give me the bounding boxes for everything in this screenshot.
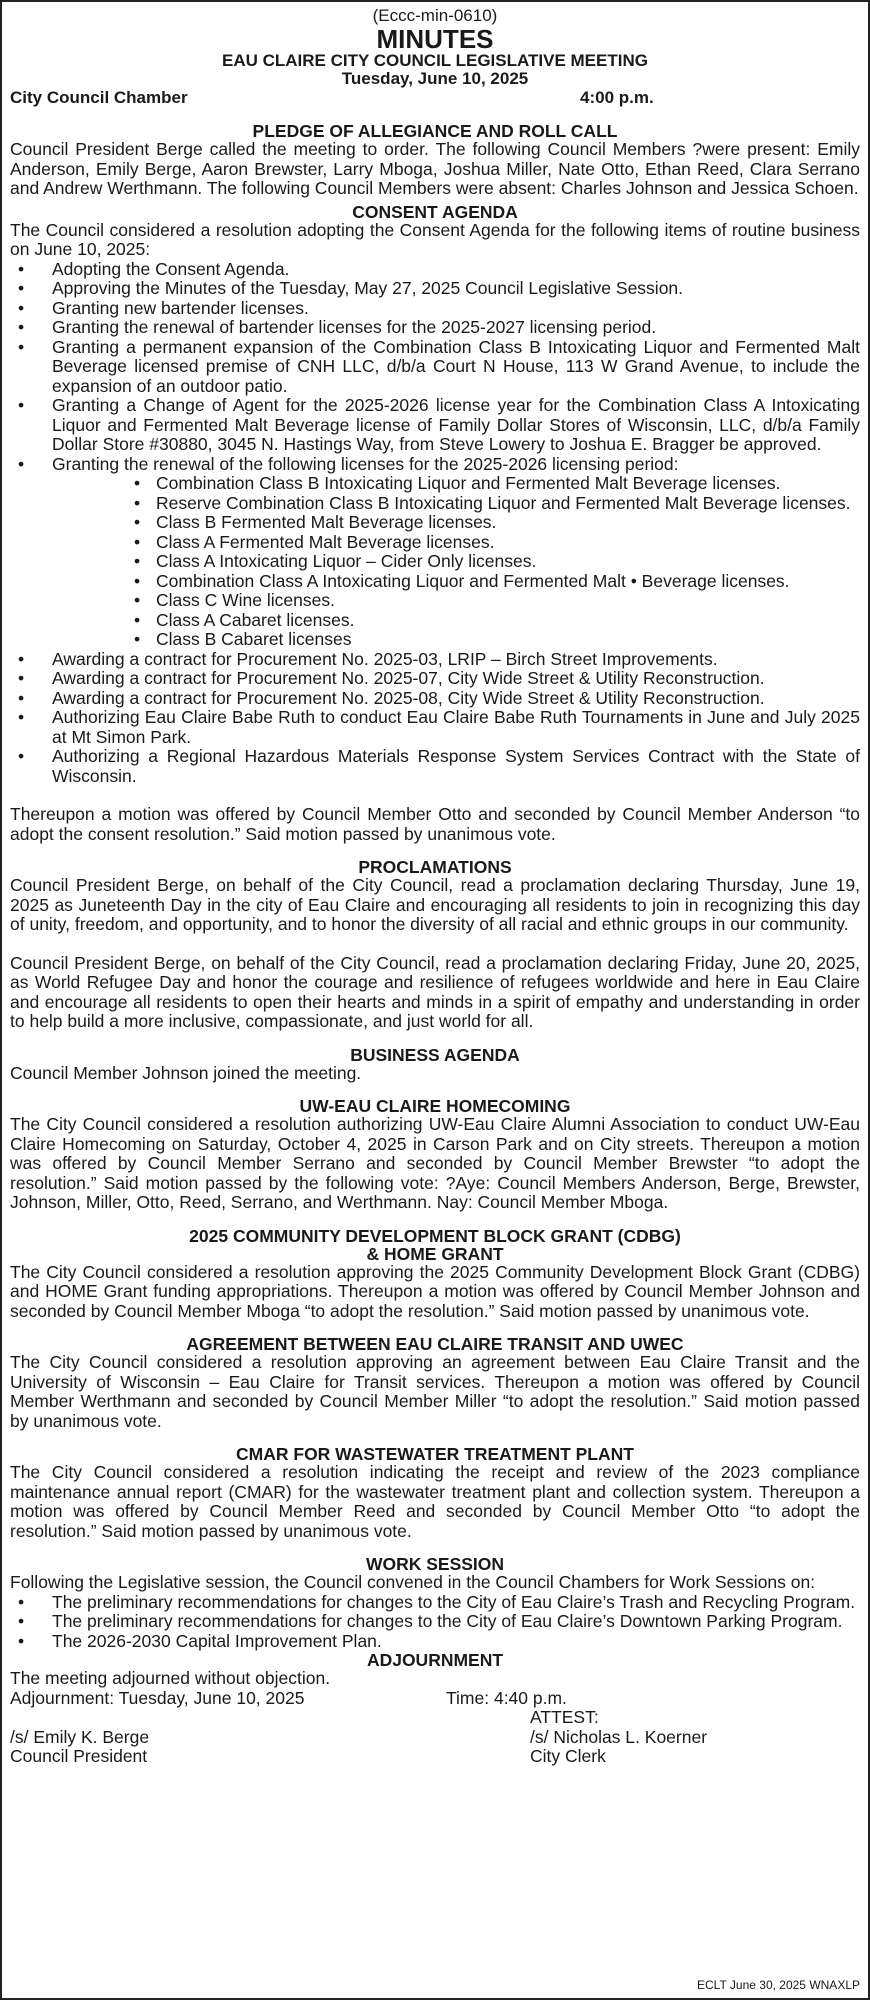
list-item: • Granting a Change of Agent for the 2025-2026 license year for the Combination Class A Intoxicating Liquor and Fermented Malt Beverage license of Family Dollar Stores of Wisconsin, LLC, d/b/a Family Dollar Store #30880, 3045 N. Hastings Way, from Steve Lowery to Joshua E. Bragger be approved.: [10, 396, 860, 455]
list-item: • Approving the Minutes of the Tuesday, May 27, 2025 Council Legislative Session.: [10, 279, 860, 299]
cmar-text: The City Council considered a resolution indicating the receipt and review of the 2023 compliance maintenance annual report (CMAR) for the wastewater treatment plant and collection system. Thereupon a motion was offered by Council Member Reed and seconded by Council Member Otto “to adopt the resolution.” Said motion passed by unanimous vote.: [10, 1462, 860, 1541]
list-item: • The preliminary recommendations for changes to the City of Eau Claire’s Downtown Parking Program.: [10, 1612, 860, 1632]
list-item: • Awarding a contract for Procurement No. 2025-03, LRIP – Birch Street Improvements.: [10, 650, 860, 670]
meeting-date: Tuesday, June 10, 2025: [341, 69, 529, 88]
meeting-time: 4:00 p.m.: [580, 88, 654, 107]
sub-list-item: • Class B Cabaret licenses: [10, 630, 860, 650]
meeting-location: City Council Chamber: [10, 88, 188, 107]
list-item: • Granting the renewal of the following licenses for the 2025-2026 licensing period:: [10, 455, 860, 475]
sub-list-item: • Reserve Combination Class B Intoxicating Liquor and Fermented Malt Beverage licenses.: [10, 494, 860, 514]
proclamation-juneteenth: Council President Berge, on behalf of the City Council, read a proclamation declaring Thursday, June 19, 2025 as Juneteenth Day in the city of Eau Claire and encouraging all residents to join in recognizing this day of unity, freedom, and opportunity, and to honor the diversity of all racial and ethnic groups in our community.: [10, 875, 860, 934]
list-item: • Authorizing Eau Claire Babe Ruth to conduct Eau Claire Babe Ruth Tournaments in June and July 2025 at Mt Simon Park.: [10, 708, 860, 747]
list-item: • The 2026-2030 Capital Improvement Plan.: [10, 1632, 860, 1652]
business-text: Council Member Johnson joined the meeting.: [10, 1062, 362, 1083]
title-clerk: City Clerk: [530, 1746, 606, 1766]
list-item: • The preliminary recommendations for changes to the City of Eau Claire’s Trash and Recycling Program.: [10, 1593, 860, 1613]
list-item: • Adopting the Consent Agenda.: [10, 260, 860, 280]
spacer: [446, 1728, 530, 1748]
adjournment-time: Time: 4:40 p.m.: [446, 1687, 567, 1708]
section-title-consent: CONSENT AGENDA: [352, 201, 518, 222]
work-session-intro: Following the Legislative session, the Council convened in the Council Chambers for Work Sessions on:: [10, 1572, 816, 1592]
adjournment-row: [10, 1689, 860, 1709]
spacer: [10, 786, 860, 805]
signature-clerk: /s/ Nicholas L. Koerner: [530, 1726, 708, 1747]
title-president: Council President: [10, 1746, 148, 1766]
attest-label: ATTEST:: [530, 1707, 599, 1727]
signature-row-names: [10, 1728, 860, 1748]
work-session-list: [10, 1593, 860, 1652]
list-item: • Granting new bartender licenses.: [10, 299, 860, 319]
cdbg-text: The City Council considered a resolution approving the 2025 Community Development Block Grant (CDBG) and HOME Grant funding appropriations. Thereupon a motion was offered by Council Member Johnson and seconded by Council Member Mboga “to adopt the resolution.” Said motion passed by unanimous vote.: [10, 1261, 860, 1321]
spacer: [446, 1747, 530, 1767]
transit-text: The City Council considered a resolution approving an agreement between Eau Claire Transit and the University of Wisconsin – Eau Claire for Transit services. Thereupon a motion was offered by Council Member Werthmann and seconded by Council Member Miller “to adopt the resolution.” Said motion passed by unanimous vote.: [10, 1352, 860, 1431]
list-item: • Awarding a contract for Procurement No. 2025-07, City Wide Street & Utility Reconstruction.: [10, 669, 860, 689]
proclamation-refugee-day: Council President Berge, on behalf of the City Council, read a proclamation declaring Friday, June 20, 2025, as World Refugee Day and honor the courage and resilience of refugees worldwide and here in Eau Claire and encourage all residents to open their hearts and minds in a spirit of empathy and understanding in order to help build a more inclusive, compassionate, and just world for all.: [10, 952, 860, 1031]
consent-intro: The Council considered a resolution adopting the Consent Agenda for the following items of routine business on June 10, 2025:: [10, 219, 860, 259]
section-title-homecoming: UW-EAU CLAIRE HOMECOMING: [299, 1096, 571, 1116]
sub-list-item: • Class A Cabaret licenses.: [10, 611, 860, 631]
section-title-transit: AGREEMENT BETWEEN EAU CLAIRE TRANSIT AND UWEC: [186, 1334, 684, 1354]
signature-president: /s/ Emily K. Berge: [10, 1726, 150, 1747]
list-item: • Authorizing a Regional Hazardous Materials Response System Services Contract with the State of Wisconsin.: [10, 747, 860, 786]
list-item: • Granting the renewal of bartender licenses for the 2025-2027 licensing period.: [10, 318, 860, 338]
sub-list-item: • Class C Wine licenses.: [10, 591, 860, 611]
section-title-pledge: PLEDGE OF ALLEGIANCE AND ROLL CALL: [252, 121, 618, 141]
location-row: [10, 88, 860, 108]
homecoming-text: The City Council considered a resolution authorizing UW-Eau Claire Alumni Association to conduct UW-Eau Claire Homecoming on Saturday, October 4, 2025 in Carson Park and on City streets. Thereupon a motion was offered by Council Member Serrano and seconded by Council Member Brewster “to adopt the resolution.” Said motion passed by the following vote: ?Aye: Council Members Anderson, Berge, Brewster, Johnson, Miller, Otto, Reed, Serrano, and Werthmann. Nay: Council Member Mboga.: [10, 1114, 860, 1212]
section-title-adjournment: ADJOURNMENT: [366, 1650, 504, 1670]
section-title-cdbg-line2: & HOME GRANT: [366, 1243, 504, 1264]
page-title: MINUTES: [376, 24, 494, 54]
section-title-work-session: WORK SESSION: [365, 1554, 505, 1574]
signature-row-titles: [10, 1747, 860, 1767]
consent-motion: Thereupon a motion was offered by Council Member Otto and seconded by Council Member Anderson “to adopt the consent resolution.” Said motion passed by unanimous vote.: [10, 804, 860, 844]
list-item: • Awarding a contract for Procurement No. 2025-08, City Wide Street & Utility Reconstruction.: [10, 689, 860, 709]
pledge-text: Council President Berge called the meeting to order. The following Council Members ?were present: Emily Anderson, Emily Berge, Aaron Brewster, Larry Mboga, Joshua Miller, Nate Otto, Ethan Reed, Clara Serrano and Andrew Werthmann. The following Council Members were absent: Charles Johnson and Jessica Schoen.: [10, 139, 860, 198]
sub-list-item: • Combination Class A Intoxicating Liquor and Fermented Malt • Beverage licenses.: [10, 572, 860, 592]
list-item: • Granting a permanent expansion of the Combination Class B Intoxicating Liquor and Fermented Malt Beverage licensed premise of CNH LLC, d/b/a Court N House, 113 W Grand Avenue, to include the expansion of an outdoor patio.: [10, 338, 860, 397]
publication-tag: ECLT June 30, 2025 WNAXLP: [697, 1978, 860, 1992]
adjournment-text: The meeting adjourned without objection.: [10, 1668, 331, 1688]
sub-list-item: • Class B Fermented Malt Beverage licenses.: [10, 513, 860, 533]
section-title-cmar: CMAR FOR WASTEWATER TREATMENT PLANT: [236, 1444, 634, 1464]
section-title-business: BUSINESS AGENDA: [350, 1044, 520, 1065]
section-title-proclamations: PROCLAMATIONS: [358, 857, 512, 877]
sub-list-item: • Class A Fermented Malt Beverage licenses.: [10, 533, 860, 553]
sub-list-item: • Combination Class B Intoxicating Liquor and Fermented Malt Beverage licenses.: [10, 474, 860, 494]
document-id: (Eccc-min-0610): [372, 6, 498, 25]
adjournment-date: Adjournment: Tuesday, June 10, 2025: [10, 1687, 305, 1708]
section-title-cdbg: 2025 COMMUNITY DEVELOPMENT BLOCK GRANT (CDBG): [189, 1225, 681, 1246]
consent-list-continued: [10, 650, 860, 787]
consent-list: [10, 260, 860, 475]
license-sublist: [10, 474, 860, 650]
meeting-name: EAU CLAIRE CITY COUNCIL LEGISLATIVE MEETING: [222, 51, 648, 70]
sub-list-item: • Class A Intoxicating Liquor – Cider Only licenses.: [10, 552, 860, 572]
